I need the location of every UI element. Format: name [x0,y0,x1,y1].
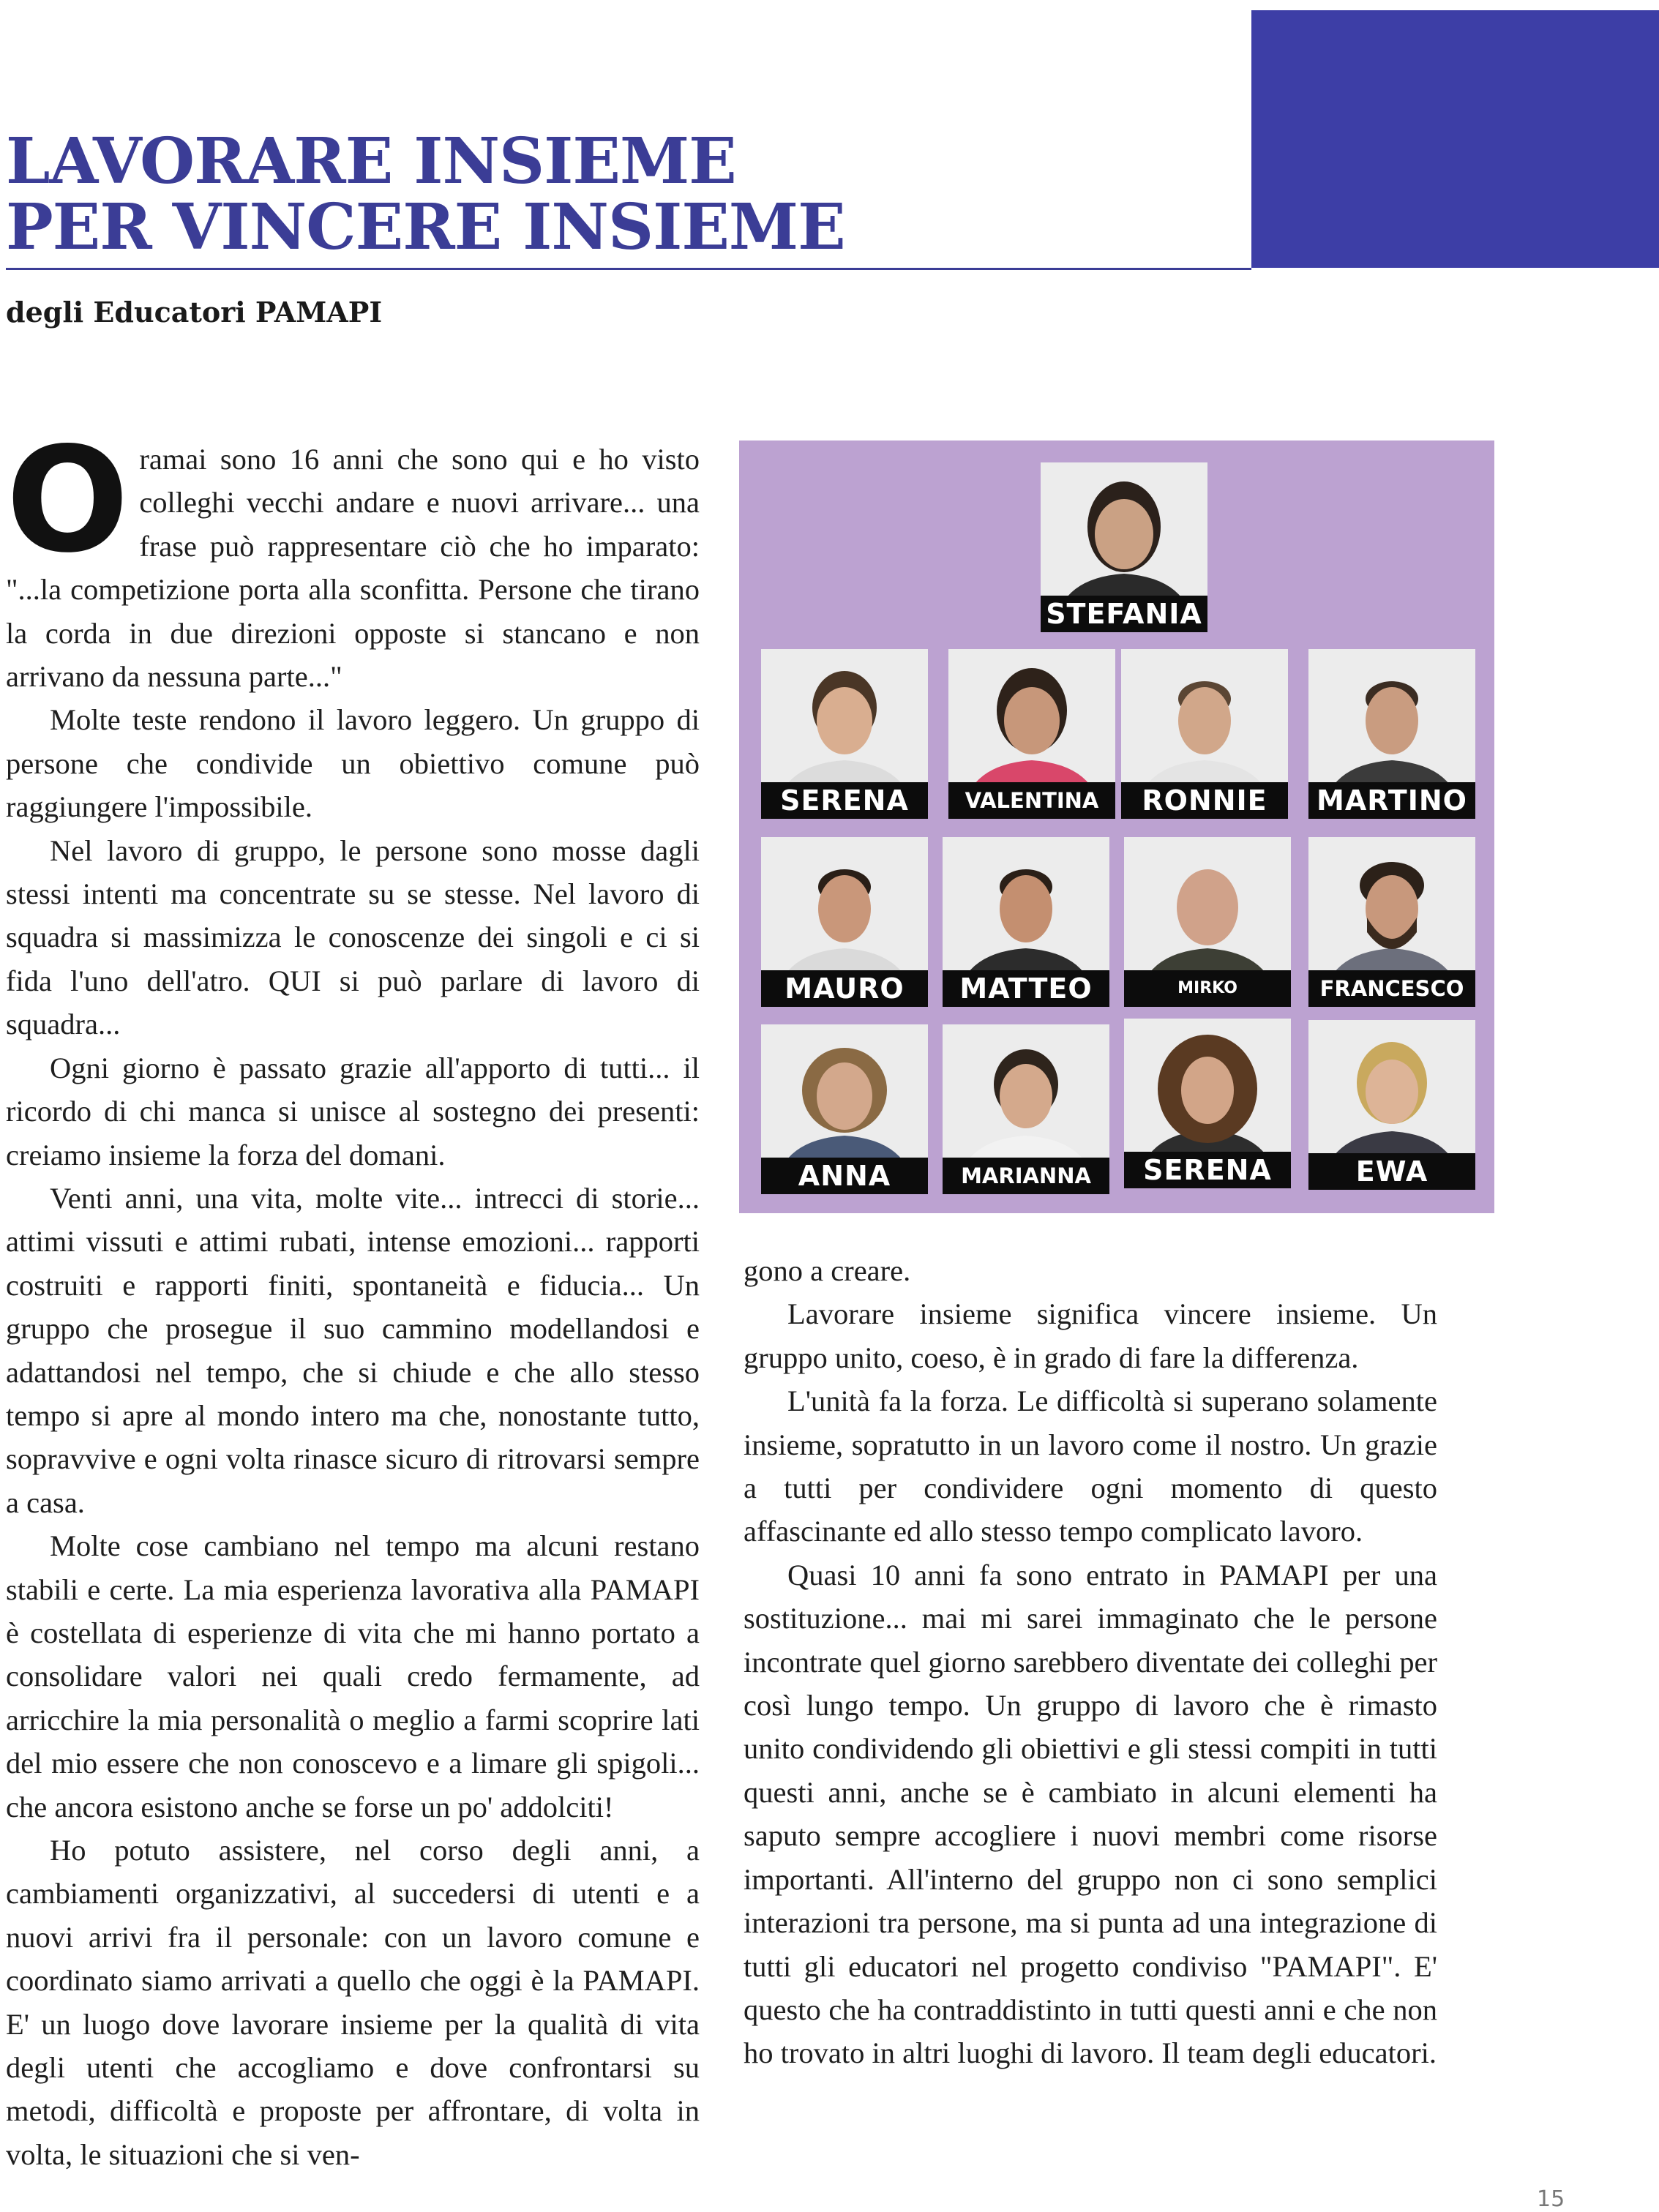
paragraph-5: Venti anni, una vita, molte vite... intrecci di storie... attimi vissuti e attimi rubati, intense emozioni... rapporti costruiti e rapporti finiti, spontaneità e fiducia... Un gruppo che prosegue il suo cammino modellandosi e adattandosi nel tempo, che si chiude e che allo stesso tempo si apre al mondo intero ma che, nonostante tutto, sopravvive e ogni volta rinasce sicuro di ritrovarsi sempre a casa. [6,1181,700,1519]
paragraph-10: L'unità fa la forza. Le difficoltà si superano solamente insieme, sopratutto in un lavoro come il nostro. Un grazie a tutti per condividere ogni momento di questo affascinante ed allo stesso tempo complicato lavoro. [744,1384,1437,1548]
team-photo [1124,1019,1291,1188]
header-accent-block [1251,10,1659,268]
team-photo [761,1024,928,1194]
team-member-name: MIRKO [1124,970,1291,1007]
paragraph-9: Lavorare insieme significa vincere insieme. Un gruppo unito, coeso, è in grado di fare la differenza. [744,1297,1437,1374]
team-photo [761,837,928,1007]
team-member-name: VALENTINA [948,782,1115,819]
team-member-name: RONNIE [1121,782,1288,819]
team-member-name: STEFANIA [1041,596,1207,632]
paragraph-3: Nel lavoro di gruppo, le persone sono mosse dagli stessi intenti ma concentrate su se stesse. Nel lavoro di squadra si massimizza le conoscenze dei singoli e ci si fida l'uno dell'atro. QUI si può parlare di lavoro di squadra... [6,833,700,1041]
paragraph-8: gono a creare. [744,1254,911,1287]
paragraph-2: Molte teste rendono il lavoro leggero. Un gruppo di persone che condivide un obiettivo comune può raggiungere l'impossibile. [6,703,700,824]
paragraph-1-text: ramai sono 16 anni che sono qui e ho visto colleghi vecchi andare e nuovi arrivare... una frase può rappresentare ciò che ho imparato: "...la competizione porta alla sconfitta. Persone che tirano la corda in due direzioni opposte si stancano e non arrivano da nessuna parte..." [6,443,700,694]
team-member-name: MATTEO [943,970,1109,1007]
team-photo [1308,1020,1475,1190]
team-photo-panel [739,440,1494,1213]
article-title [6,124,845,264]
drop-cap: O [6,416,130,585]
team-member-name: MARTINO [1308,782,1475,819]
byline: degli Educatori PAMAPI [6,296,383,329]
team-member-name: ANNA [761,1158,928,1194]
team-photo [1121,649,1288,819]
paragraph-4: Ogni giorno è passato grazie all'apporto di tutti... il ricordo di chi manca si unisce al sostegno dei presenti: creiamo insieme la forza del domani. [6,1051,700,1171]
team-photo [761,649,928,819]
title-line-2: PER VINCERE INSIEME [6,190,845,264]
paragraph-1 [6,416,700,698]
team-photo [943,837,1109,1007]
team-member-name: MARIANNA [943,1158,1109,1194]
team-member-name: EWA [1308,1153,1475,1190]
team-member-name: FRANCESCO [1308,970,1475,1007]
paragraph-11: Quasi 10 anni fa sono entrato in PAMAPI per una sostituzione... mai mi sarei immaginato che le persone incontrate quel giorno sarebbero diventate dei colleghi per così lungo tempo. Un gruppo di lavoro che è rimasto unito condividendo gli obiettivi e gli stessi compiti in tutti questi anni, anche se è cambiato in alcuni elementi ha saputo sempre accogliere i nuovi membri come risorse importanti. All'interno del gruppo non ci sono semplici interazioni tra persone, ma si punta ad una integrazione di tutti gli educatori nel progetto condiviso "PAMAPI". E' questo che ha contraddistinto in tutti questi anni e che non ho trovato in altri luoghi di lavoro. Il team degli educatori. [744,1558,1437,2070]
left-column [6,416,700,2176]
team-photo [943,1024,1109,1194]
team-photo [1308,837,1475,1007]
team-member-name: MAURO [761,970,928,1007]
team-photo [1041,462,1207,632]
title-rule [6,268,1251,270]
team-member-name: SERENA [1124,1152,1291,1188]
team-photo [1124,837,1291,1007]
team-member-name: SERENA [761,782,928,819]
team-photo [948,649,1115,819]
team-photo [1308,649,1475,819]
paragraph-7: Ho potuto assistere, nel corso degli anni, a cambiamenti organizzativi, al succedersi di utenti e a nuovi arrivi fra il personale: con un lavoro comune e coordinato siamo arrivati a quello che oggi è la PAMAPI. E' un luogo dove lavorare insieme per la qualità di vita degli utenti che accogliamo e dove confrontarsi su metodi, difficoltà e proposte per affrontare, di volta in volta, le situazioni che si ven- [6,1834,700,2171]
paragraph-6: Molte cose cambiano nel tempo ma alcuni restano stabili e certe. La mia esperienza lavorativa alla PAMAPI è costellata di esperienze di vita che mi hanno portato a consolidare valori nei quali credo fermamente, ad arricchire la mia personalità o meglio a farmi scoprire lati del mio essere che non conoscevo e a limare gli spigoli... che ancora esistono anche se forse un po' addolciti! [6,1529,700,1823]
title-line-1: LAVORARE INSIEME [6,124,736,198]
page-number: 15 [1537,2186,1565,2212]
right-column [744,1249,1437,2075]
